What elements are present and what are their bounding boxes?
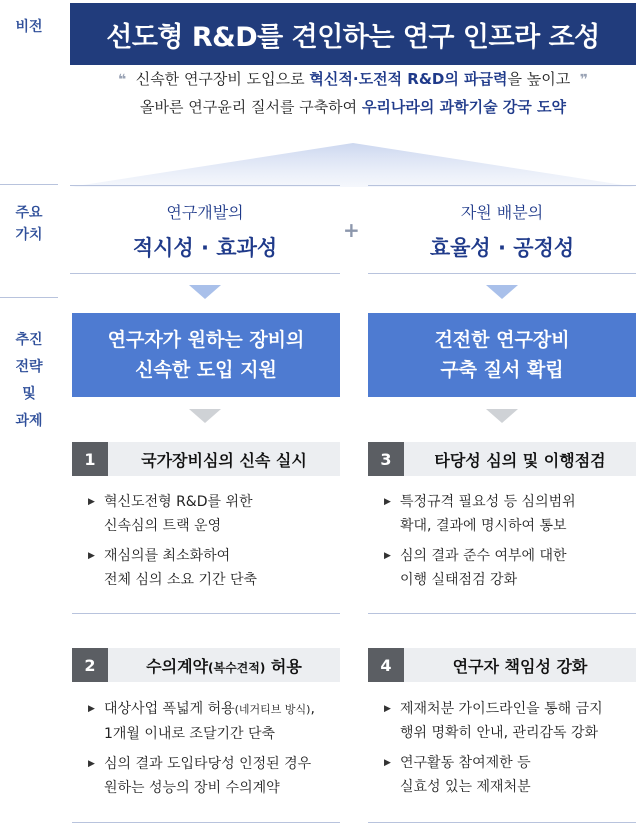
bullet-line: 신속심의 트랙 운영	[104, 518, 222, 534]
task-4-number: 4	[368, 648, 404, 682]
quote-line1-post: 을 높이고	[507, 70, 571, 88]
close-quote-icon: ❞	[579, 72, 589, 88]
bullet-line: 심의 결과 도입타당성 인정된 경우	[104, 756, 312, 772]
quote-line1-pre: 신속한 연구장비 도입으로	[135, 70, 310, 88]
task-3-number: 3	[368, 442, 404, 476]
down-arrow-icon	[189, 285, 221, 299]
values-left-top-rule	[70, 185, 340, 186]
task-1-bottom-rule	[72, 613, 340, 614]
bullet-arrow-icon: ▶	[384, 758, 391, 768]
task-4-header	[368, 648, 636, 682]
task-2-title-tail: 허용	[265, 656, 302, 676]
value-left-title: 연구개발의	[166, 203, 244, 222]
sidebar-strategy-line2: 전략	[15, 359, 43, 375]
bullet-arrow-icon: ▶	[384, 497, 391, 507]
bullet-line: 이행 실태점검 강화	[400, 572, 518, 588]
task-3-bottom-rule	[368, 613, 636, 614]
quote-line2-highlight: 우리나라의 과학기술 강국 도약	[361, 98, 566, 116]
sidebar-divider	[0, 184, 58, 185]
task-4-title: 연구자 책임성 강화	[452, 656, 588, 676]
strategy-right-box	[368, 313, 636, 397]
list-item	[86, 544, 340, 592]
bullet-line: 실효성 있는 제재처분	[400, 779, 531, 795]
list-item	[382, 697, 636, 745]
task-2-title-small: (복수견적)	[208, 660, 266, 675]
bullet-line	[104, 697, 340, 722]
bullet-line: 확대, 결과에 명시하여 통보	[400, 518, 567, 534]
strategy-right-line1: 건전한 연구장비	[434, 329, 570, 351]
sidebar-strategy-line4: 과제	[15, 413, 43, 429]
vision-fan-graphic	[70, 125, 636, 187]
task-1-header	[72, 442, 340, 476]
down-arrow-icon	[486, 285, 518, 299]
task-2-number: 2	[72, 648, 108, 682]
quote-line1-highlight: 혁신적·도전적 R&D의 파급력	[309, 70, 508, 88]
sidebar-values-label	[0, 202, 58, 246]
sidebar-strategy-label	[0, 327, 58, 435]
list-item	[382, 544, 636, 592]
bullet-line: 원하는 성능의 장비 수의계약	[104, 780, 280, 796]
task-1-bullets	[86, 490, 340, 598]
task-1-title: 국가장비심의 신속 실시	[141, 450, 307, 470]
bullet-arrow-icon: ▶	[384, 551, 391, 561]
sidebar-values-line2: 가치	[15, 227, 43, 243]
task-2-bullets	[86, 697, 340, 806]
strategy-left-box	[72, 313, 340, 397]
list-item	[86, 490, 340, 538]
quote-line2-pre: 올바른 연구윤리 질서를 구축하여	[140, 98, 362, 116]
bullet-line: 제재처분 가이드라인을 통해 금지	[400, 701, 603, 717]
task-2-title	[108, 654, 340, 677]
bullet-line: 혁신도전형 R&D를 위한	[104, 494, 253, 510]
bullet-line: 특정규격 필요성 등 심의범위	[400, 494, 576, 510]
sidebar-strategy-line3: 및	[22, 386, 36, 402]
bullet-line: 전체 심의 소요 기간 단축	[104, 572, 258, 588]
vision-quote-line2	[70, 94, 636, 121]
vision-quote	[70, 66, 636, 126]
sidebar-vision-text: 비전	[15, 19, 43, 35]
task-2-header	[72, 648, 340, 682]
value-right-title: 자원 배분의	[460, 203, 544, 222]
task-3-bullets	[382, 490, 636, 598]
bullet-arrow-icon: ▶	[88, 497, 95, 507]
bullet-arrow-icon: ▶	[384, 704, 391, 714]
task-3-title: 타당성 심의 및 이행점검	[434, 450, 606, 470]
bullet-arrow-icon: ▶	[88, 704, 95, 714]
value-right-main: 효율성 · 공정성	[429, 236, 575, 260]
bullet-arrow-icon: ▶	[88, 551, 95, 561]
vision-quote-line1	[70, 66, 636, 94]
task-3-header	[368, 442, 636, 476]
strategy-right-line2: 구축 질서 확립	[440, 359, 564, 381]
bullet-arrow-icon: ▶	[88, 759, 95, 769]
plus-icon: +	[343, 218, 360, 242]
sidebar-strategy-line1: 추진	[15, 332, 43, 348]
bullet-text: 대상사업 폭넓게 허용	[104, 701, 235, 717]
bullet-line: 재심의를 최소화하여	[104, 548, 231, 564]
sidebar-values-line1: 주요	[15, 205, 43, 221]
task-1-number: 1	[72, 442, 108, 476]
list-item	[382, 751, 636, 799]
list-item	[86, 752, 340, 800]
bullet-line: 1개월 이내로 조달기간 단축	[104, 726, 276, 742]
down-arrow-icon	[486, 409, 518, 423]
list-item	[86, 697, 340, 746]
sidebar-vision-label	[0, 16, 58, 38]
vision-banner	[70, 3, 636, 65]
task-4-bullets	[382, 697, 636, 805]
bullet-line: 연구활동 참여제한 등	[400, 755, 531, 771]
open-quote-icon: ❝	[117, 72, 127, 88]
values-right-bottom-rule	[368, 273, 636, 274]
list-item	[382, 490, 636, 538]
values-left-bottom-rule	[70, 273, 340, 274]
sidebar-divider	[0, 297, 58, 298]
task-2-bottom-rule	[72, 822, 340, 823]
values-right-top-rule	[368, 185, 636, 186]
bullet-text: ,	[310, 701, 315, 717]
bullet-text-small: (네거티브 방식)	[234, 703, 311, 716]
strategy-left-line1: 연구자가 원하는 장비의	[107, 329, 305, 351]
task-2-title-main: 수의계약	[146, 656, 208, 676]
value-left-main: 적시성 · 효과성	[132, 236, 278, 260]
bullet-line: 행위 명확히 안내, 관리감독 강화	[400, 725, 599, 741]
bullet-line: 심의 결과 준수 여부에 대한	[400, 548, 567, 564]
down-arrow-icon	[189, 409, 221, 423]
vision-title: 선도형 R&D를 견인하는 연구 인프라 조성	[106, 21, 600, 53]
task-4-bottom-rule	[368, 822, 636, 823]
strategy-left-line2: 신속한 도입 지원	[135, 359, 277, 381]
